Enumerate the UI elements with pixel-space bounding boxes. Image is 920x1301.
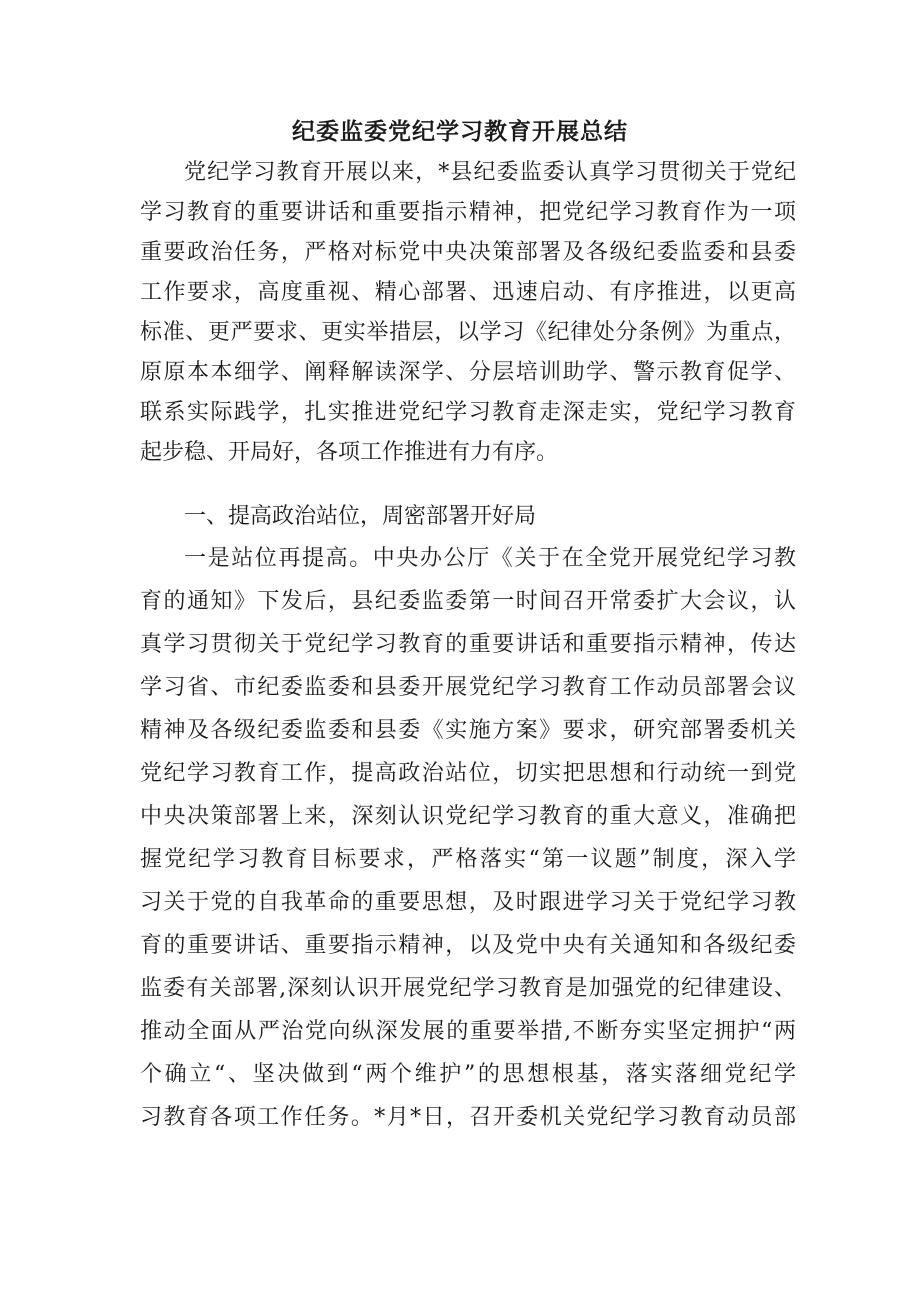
paragraph-2-line: 习教育各项工作任务。*月*日，召开委机关党纪学习教育动员部 bbox=[140, 1105, 796, 1130]
paragraph-2-line: 握党纪学习教育目标要求，严格落实“第一议题”制度，深入学 bbox=[140, 847, 796, 872]
paragraph-1-line: 联系实际践学，扎实推进党纪学习教育走深走实，党纪学习教育 bbox=[140, 400, 796, 425]
paragraph-2-line: 监委有关部署,深刻认识开展党纪学习教育是加强党的纪律建设、 bbox=[140, 976, 796, 1001]
paragraph-2-line: 党纪学习教育工作，提高政治站位，切实把思想和行动统一到党 bbox=[140, 761, 796, 786]
paragraph-1-line: 标准、更严要求、更实举措层，以学习《纪律处分条例》为重点， bbox=[140, 320, 796, 345]
paragraph-1-line: 起步稳、开局好，各项工作推进有力有序。 bbox=[140, 440, 559, 465]
paragraph-1-line: 原原本本细学、阐释解读深学、分层培训助学、警示教育促学、 bbox=[140, 360, 796, 385]
paragraph-2-line: 真学习贯彻关于党纪学习教育的重要讲话和重要指示精神，传达 bbox=[140, 632, 796, 657]
document-title: 纪委监委党纪学习教育开展总结 bbox=[292, 118, 628, 145]
paragraph-2-line: 学习省、市纪委监委和县委开展党纪学习教育工作动员部署会议 bbox=[140, 675, 796, 700]
paragraph-2-line: 中央决策部署上来，深刻认识党纪学习教育的重大意义，准确把 bbox=[140, 804, 796, 829]
paragraph-2-line: 一是站位再提高。中央办公厅《关于在全党开展党纪学习教 bbox=[184, 546, 796, 571]
paragraph-2-line: 个确立“、坚决做到“两个维护”的思想根基，落实落细党纪学 bbox=[140, 1062, 796, 1087]
paragraph-2-line: 精神及各级纪委监委和县委《实施方案》要求，研究部署委机关 bbox=[140, 718, 796, 743]
paragraph-1-line: 学习教育的重要讲话和重要指示精神，把党纪学习教育作为一项 bbox=[140, 200, 796, 225]
paragraph-2-line: 育的重要讲话、重要指示精神，以及党中央有关通知和各级纪委 bbox=[140, 933, 796, 958]
paragraph-1-line: 党纪学习教育开展以来，*县纪委监委认真学习贯彻关于党纪 bbox=[184, 160, 796, 185]
paragraph-2-line: 育的通知》下发后，县纪委监委第一时间召开常委扩大会议，认 bbox=[140, 589, 796, 614]
paragraph-2-line: 习关于党的自我革命的重要思想，及时跟进学习关于党纪学习教 bbox=[140, 890, 796, 915]
section-heading: 一、提高政治站位，周密部署开好局 bbox=[184, 504, 537, 529]
paragraph-1-line: 工作要求，高度重视、精心部署、迅速启动、有序推进，以更高 bbox=[140, 280, 796, 305]
paragraph-2-line: 推动全面从严治党向纵深发展的重要举措,不断夯实坚定拥护“两 bbox=[140, 1019, 796, 1044]
paragraph-1-line: 重要政治任务，严格对标党中央决策部署及各级纪委监委和县委 bbox=[140, 240, 796, 265]
